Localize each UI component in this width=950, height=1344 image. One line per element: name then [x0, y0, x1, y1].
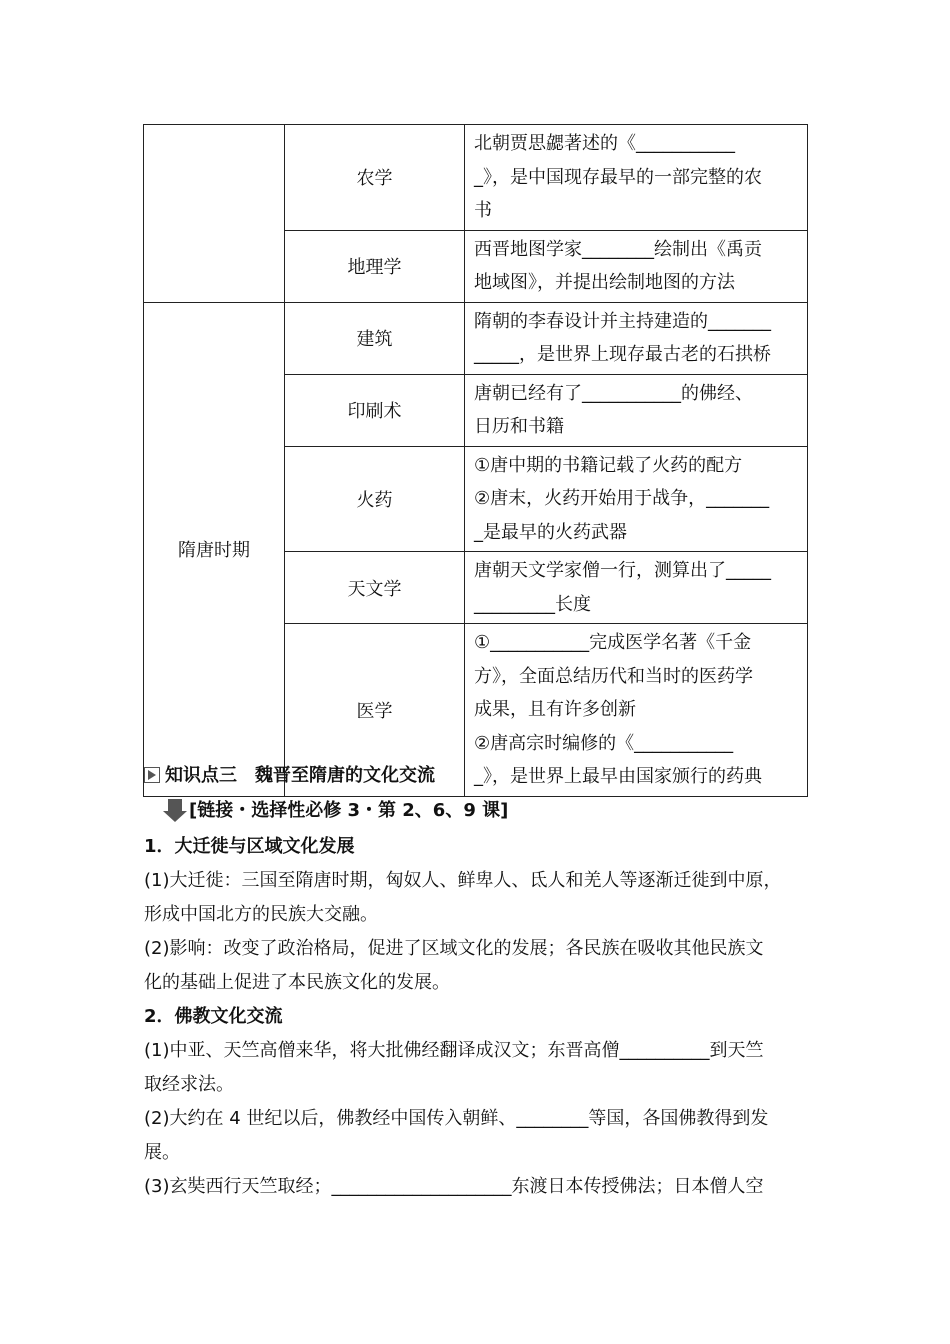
- desc-line: 书: [474, 200, 492, 221]
- section-heading: [144, 763, 435, 789]
- desc-line: 地域图》，并提出绘制地图的方法: [474, 272, 735, 293]
- field-cell: 天文学: [285, 552, 465, 624]
- body-text: [144, 830, 808, 1204]
- paragraph-line: (1)大迁徙：三国至隋唐时期，匈奴人、鲜卑人、氐人和羌人等逐渐迁徙到中原，: [144, 870, 782, 891]
- desc-cell: [465, 374, 808, 446]
- desc-line: ①唐中期的书籍记载了火药的配方: [474, 454, 743, 476]
- subheading: 2．佛教文化交流: [144, 1006, 283, 1027]
- paragraph-line: (2)大约在 4 世纪以后，佛教经中国传入朝鲜、________等国，各国佛教得到发: [144, 1108, 769, 1129]
- paragraph-line: 取经求法。: [144, 1074, 234, 1095]
- desc-line: 方》，全面总结历代和当时的医药学: [474, 665, 753, 687]
- desc-cell: [465, 552, 808, 624]
- period-cell-empty: [144, 125, 285, 303]
- desc-line: ②唐末，火药开始用于战争，_______: [474, 488, 770, 509]
- desc-line: _是最早的火药武器: [474, 521, 627, 543]
- desc-cell: [465, 230, 808, 302]
- desc-cell: [465, 125, 808, 231]
- desc-cell: [465, 446, 808, 552]
- field-cell: 建筑: [285, 302, 465, 374]
- paragraph-line: (2)影响：改变了政治格局，促进了区域文化的发展；各民族在吸收其他民族文: [144, 938, 764, 959]
- link-reference: [163, 796, 508, 826]
- desc-line: _____，是世界上现存最古老的石拱桥: [474, 344, 771, 365]
- paragraph-line: 化的基础上促进了本民族文化的发展。: [144, 972, 450, 993]
- field-cell: 医学: [285, 624, 465, 797]
- section-title: 知识点三 魏晋至隋唐的文化交流: [165, 765, 435, 786]
- subheading: 1．大迁徙与区域文化发展: [144, 836, 355, 857]
- paragraph-line: 展。: [144, 1142, 180, 1163]
- desc-line: 唐朝已经有了___________的佛经、: [474, 382, 753, 404]
- down-arrow-icon: [163, 799, 187, 823]
- desc-line: 唐朝天文学家僧一行，测算出了_____: [474, 560, 771, 581]
- field-cell: 印刷术: [285, 374, 465, 446]
- desc-line: _________长度: [474, 593, 591, 615]
- desc-line: _》，是世界上最早由国家颁行的药典: [474, 766, 762, 787]
- paragraph-line: (3)玄奘西行天竺取经；____________________东渡日本传授佛法；日本僧人空: [144, 1176, 764, 1197]
- desc-line: 西晋地图学家________绘制出《禹贡: [474, 238, 762, 260]
- paragraph-line: 形成中国北方的民族大交融。: [144, 904, 378, 925]
- field-cell: 农学: [285, 125, 465, 231]
- desc-cell: [465, 302, 808, 374]
- desc-line: _》，是中国现存最早的一部完整的农: [474, 166, 762, 188]
- field-cell: 地理学: [285, 230, 465, 302]
- field-cell: 火药: [285, 446, 465, 552]
- desc-line: ①___________完成医学名著《千金: [474, 632, 752, 653]
- link-text: [链接・选择性必修 3・第 2、6、9 课]: [189, 800, 509, 821]
- desc-line: 北朝贾思勰著述的《___________: [474, 133, 735, 154]
- desc-line: 隋朝的李春设计并主持建造的_______: [474, 310, 771, 332]
- table-row: [144, 302, 808, 374]
- desc-cell: [465, 624, 808, 797]
- knowledge-table: [143, 124, 808, 797]
- period-cell: 隋唐时期: [144, 302, 285, 796]
- desc-line: 日历和书籍: [474, 416, 564, 437]
- paragraph-line: (1)中亚、天竺高僧来华，将大批佛经翻译成汉文；东晋高僧__________到天竺: [144, 1040, 764, 1061]
- desc-line: ②唐高宗时编修的《___________: [474, 732, 734, 754]
- play-triangle-icon: [144, 767, 160, 783]
- table-row: [144, 125, 808, 231]
- desc-line: 成果，且有许多创新: [474, 699, 636, 720]
